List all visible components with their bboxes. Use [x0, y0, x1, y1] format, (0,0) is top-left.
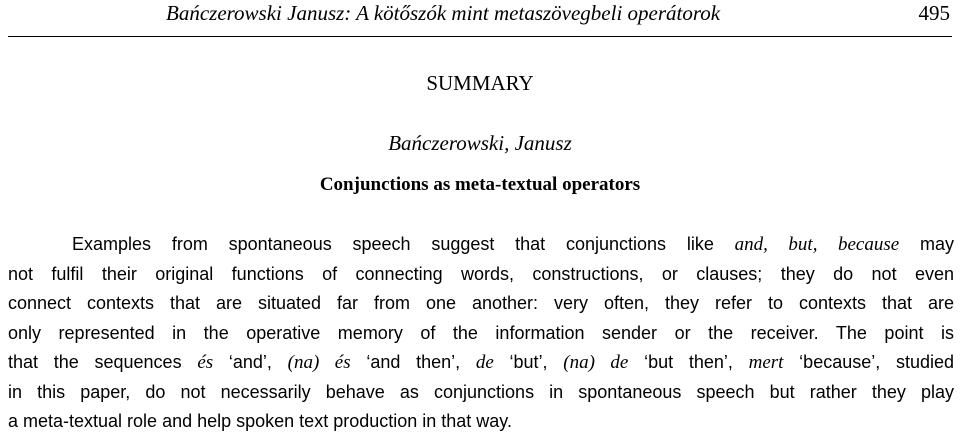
paper-title: Conjunctions as meta-textual operators — [319, 174, 641, 195]
text-run: ‘but’, — [493, 352, 564, 372]
italic-term: and, but, because — [734, 234, 900, 255]
italic-term: (na) és — [287, 352, 351, 373]
summary-heading: SUMMARY — [426, 71, 534, 95]
text-run: ‘and then’, — [350, 352, 476, 372]
text-run: ‘because’, studied — [783, 352, 955, 372]
author-name: Bańczerowski, Janusz — [388, 131, 572, 155]
text-run: may — [899, 234, 954, 254]
italic-term: mert — [748, 352, 784, 373]
header-title: Bańczerowski Janusz: A kötőszók mint metaszövegbeli operátorok — [166, 1, 721, 25]
running-header — [8, 0, 952, 37]
text-run: ‘but then’, — [628, 352, 749, 372]
italic-term: (na) de — [563, 352, 629, 373]
abstract-line-5 — [8, 348, 954, 378]
abstract-paragraph — [8, 230, 954, 437]
abstract-line-6: in this paper, do not necessarily behave as conjunctions in spontaneous speech but rather they play — [8, 381, 954, 402]
italic-term: és — [197, 352, 214, 373]
text-run: ‘and’, — [213, 352, 288, 372]
abstract-line-7: a meta-textual role and help spoken text production in that way. — [8, 411, 512, 431]
page-number: 495 — [918, 1, 950, 25]
text-run: Examples from spontaneous speech suggest that conjunctions like — [72, 234, 735, 254]
italic-term: de — [475, 352, 494, 373]
text-run: that the sequences — [8, 352, 198, 372]
abstract-line-2: not fulfil their original functions of connecting words, constructions, or clauses; they do not even — [8, 263, 954, 284]
abstract-line-4: only represented in the operative memory of the information sender or the receiver. The point is — [8, 322, 954, 343]
abstract-line-3: connect contexts that are situated far from one another: very often, they refer to contexts that are — [8, 293, 954, 313]
abstract-line-1 — [8, 230, 954, 260]
